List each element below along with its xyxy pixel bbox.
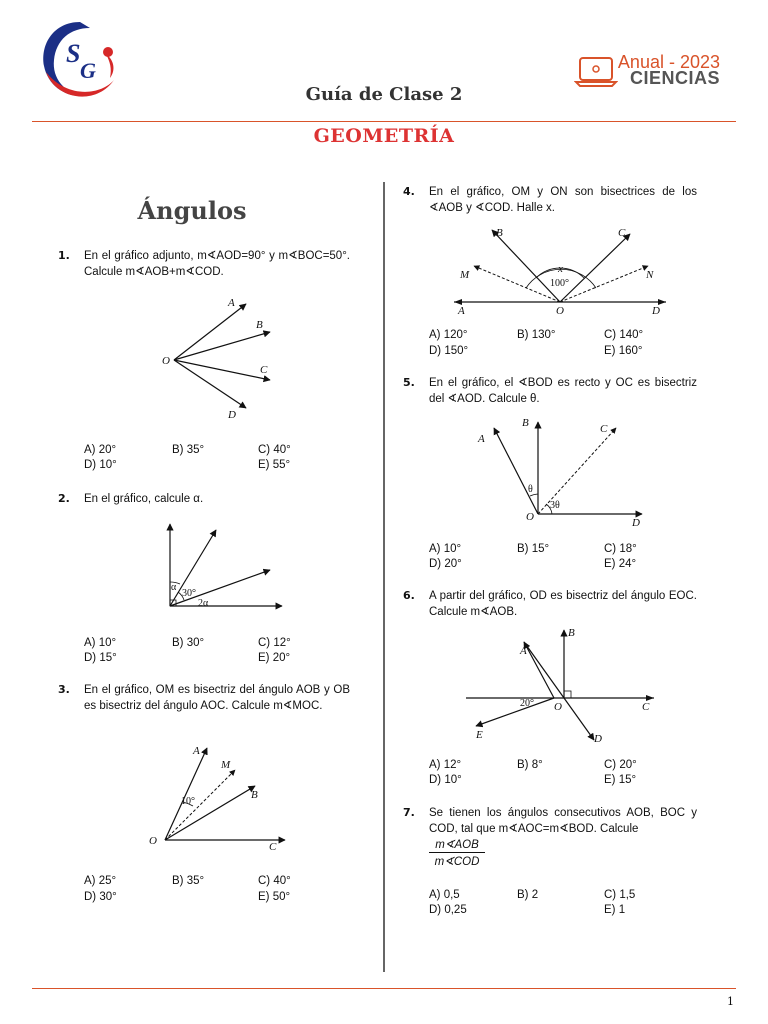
footer-divider xyxy=(32,988,736,989)
question-7 xyxy=(403,805,697,839)
label: N xyxy=(646,269,654,281)
label: M xyxy=(221,759,231,771)
option-e[interactable]: E) 15° xyxy=(604,774,637,786)
option-d[interactable]: D) 10° xyxy=(84,459,117,471)
option-c[interactable]: C) 1,5 xyxy=(604,889,636,901)
question-3 xyxy=(58,682,350,732)
option-c[interactable]: C) 12° xyxy=(258,637,291,649)
option-d[interactable]: D) 15° xyxy=(84,652,117,664)
label: A xyxy=(520,645,527,657)
fraction-bar xyxy=(429,852,485,853)
guide-title: Guía de Clase 2 xyxy=(305,84,463,105)
option-e[interactable]: E) 160° xyxy=(604,345,643,357)
option-e[interactable]: E) 55° xyxy=(258,459,291,471)
option-b[interactable]: B) 8° xyxy=(517,759,543,771)
option-b[interactable]: B) 30° xyxy=(172,637,205,649)
option-c[interactable]: C) 40° xyxy=(258,444,291,456)
label: C xyxy=(642,701,650,713)
option-d[interactable]: D) 30° xyxy=(84,891,117,903)
label: D xyxy=(228,409,236,421)
brand-year: Anual - 2023 xyxy=(617,52,720,72)
question-4 xyxy=(403,184,697,218)
option-a[interactable]: A) 10° xyxy=(84,637,117,649)
label: A xyxy=(458,305,465,317)
figure-q5 xyxy=(470,414,650,534)
question-text: En el gráfico, OM es bisectriz del ángulo AOB y OB es bisectriz del ángulo AOC. Calcule m∢MOC. xyxy=(84,684,350,712)
label: A xyxy=(193,745,200,757)
label: A xyxy=(228,297,235,309)
label: B xyxy=(251,789,258,801)
label: 20° xyxy=(520,698,534,709)
option-b[interactable]: B) 35° xyxy=(172,444,205,456)
header-divider xyxy=(32,121,736,122)
question-text: En el gráfico, el ∢BOD es recto y OC es bisectriz del ∢AOD. Calcule θ. xyxy=(429,377,697,405)
fraction-denominator: m∢COD xyxy=(434,856,480,868)
figure-q1 xyxy=(150,290,290,422)
label: E xyxy=(476,729,483,741)
label: 10° xyxy=(181,796,195,807)
option-a[interactable]: A) 120° xyxy=(429,329,468,341)
label: O xyxy=(149,835,157,847)
option-a[interactable]: A) 0,5 xyxy=(429,889,460,901)
question-text: En el gráfico, OM y ON son bisectrices de los ∢AOB y ∢COD. Halle x. xyxy=(429,186,697,214)
option-d[interactable]: D) 10° xyxy=(429,774,462,786)
label: B xyxy=(256,319,263,331)
question-number: 7. xyxy=(403,806,415,819)
option-a[interactable]: A) 10° xyxy=(429,543,462,555)
fraction-numerator: m∢AOB xyxy=(435,839,479,851)
label: O xyxy=(556,305,564,317)
option-d[interactable]: D) 20° xyxy=(429,558,462,570)
option-e[interactable]: E) 1 xyxy=(604,904,626,916)
label: 3θ xyxy=(550,500,560,511)
option-c[interactable]: C) 18° xyxy=(604,543,637,555)
option-e[interactable]: E) 24° xyxy=(604,558,637,570)
question-text: Se tienen los ángulos consecutivos AOB, BOC y COD, tal que m∢AOC=m∢BOD. Calcule xyxy=(429,807,697,835)
figure-q6 xyxy=(462,624,662,748)
label: B xyxy=(568,627,575,639)
option-b[interactable]: B) 2 xyxy=(517,889,539,901)
section-title: Ángulos xyxy=(137,196,247,225)
option-c[interactable]: C) 140° xyxy=(604,329,644,341)
label: M xyxy=(460,269,470,281)
label: 2α xyxy=(198,598,209,609)
brand-program: CIENCIAS xyxy=(629,68,720,88)
label: O xyxy=(526,511,534,523)
question-text: En el gráfico, calcule α. xyxy=(84,493,204,505)
question-number: 3. xyxy=(58,683,70,696)
question-number: 5. xyxy=(403,376,415,389)
label: B xyxy=(496,227,503,239)
question-number: 1. xyxy=(58,249,70,262)
question-number: 6. xyxy=(403,589,415,602)
figure-q2 xyxy=(158,520,288,612)
page-number: 1 xyxy=(727,995,734,1008)
question-2 xyxy=(58,491,350,509)
question-text: En el gráfico adjunto, m∢AOD=90° y m∢BOC=50°. Calcule m∢AOB+m∢COD. xyxy=(84,250,350,278)
option-b[interactable]: B) 35° xyxy=(172,875,205,887)
label: C xyxy=(260,364,268,376)
label: D xyxy=(632,517,640,529)
label: θ xyxy=(528,484,533,495)
option-b[interactable]: B) 15° xyxy=(517,543,550,555)
label: C xyxy=(269,841,277,853)
option-a[interactable]: A) 20° xyxy=(84,444,117,456)
svg-text:G: G xyxy=(80,58,96,83)
question-5 xyxy=(403,375,697,409)
fraction xyxy=(429,837,485,868)
svg-text:S: S xyxy=(66,39,81,68)
label: C xyxy=(618,227,626,239)
label: O xyxy=(162,355,170,367)
label: B xyxy=(522,417,529,429)
question-number: 4. xyxy=(403,185,415,198)
column-divider xyxy=(383,182,385,972)
option-e[interactable]: E) 50° xyxy=(258,891,291,903)
option-c[interactable]: C) 20° xyxy=(604,759,637,771)
option-c[interactable]: C) 40° xyxy=(258,875,291,887)
question-number: 2. xyxy=(58,492,70,505)
label: 100° xyxy=(550,278,569,289)
question-1 xyxy=(58,248,350,288)
subject-title: GEOMETRÍA xyxy=(313,125,455,147)
question-6 xyxy=(403,588,697,622)
label: x xyxy=(558,263,563,275)
figure-q4 xyxy=(452,222,674,318)
option-d[interactable]: D) 150° xyxy=(429,345,469,357)
label: α xyxy=(171,582,177,593)
option-d[interactable]: D) 0,25 xyxy=(429,904,467,916)
figure-q3 xyxy=(145,740,295,855)
label: A xyxy=(478,433,485,445)
label: O xyxy=(554,701,562,713)
label: C xyxy=(600,423,608,435)
option-e[interactable]: E) 20° xyxy=(258,652,291,664)
option-a[interactable]: A) 12° xyxy=(429,759,462,771)
option-a[interactable]: A) 25° xyxy=(84,875,117,887)
label: D xyxy=(594,733,602,745)
question-text: A partir del gráfico, OD es bisectriz del ángulo EOC. Calcule m∢AOB. xyxy=(429,590,697,618)
label: 30° xyxy=(182,588,196,599)
label: D xyxy=(652,305,660,317)
option-b[interactable]: B) 130° xyxy=(517,329,556,341)
